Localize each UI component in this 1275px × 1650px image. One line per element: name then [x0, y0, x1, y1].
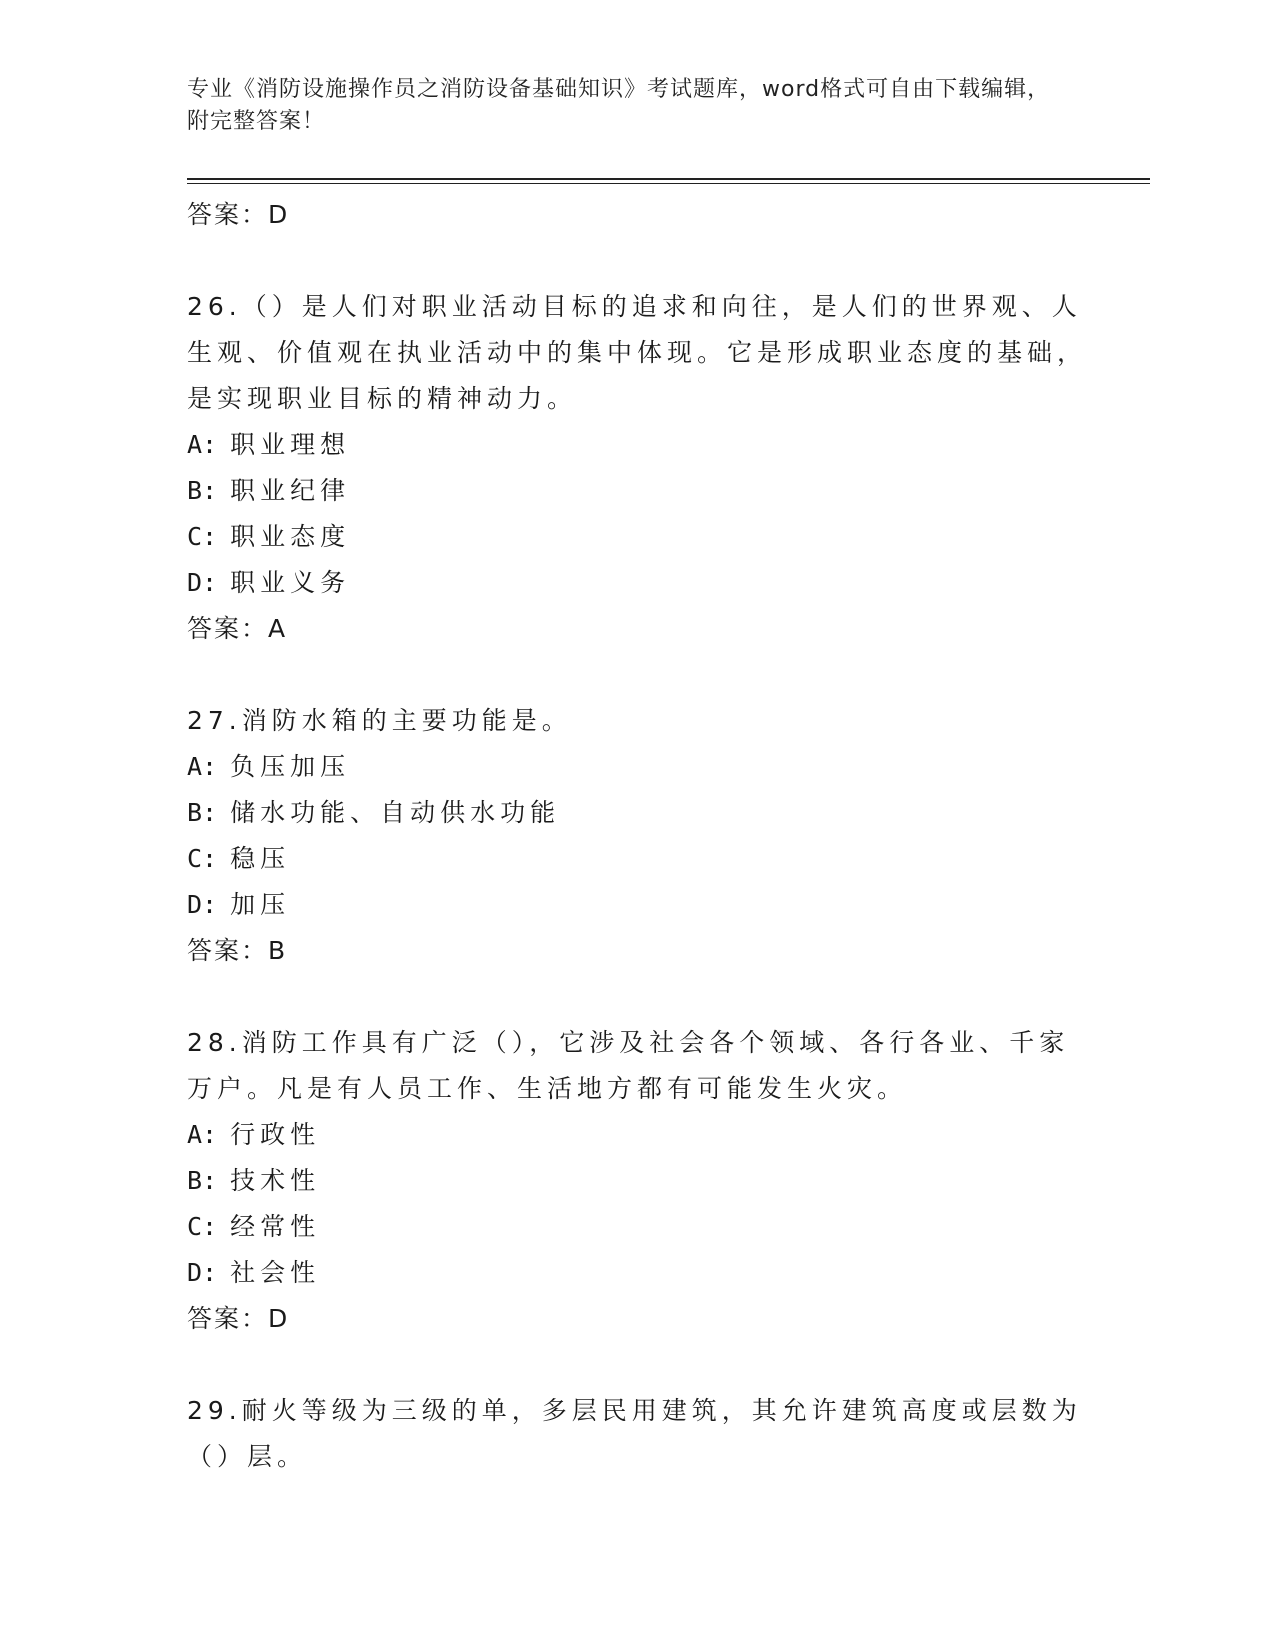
option-c: [187, 514, 1087, 560]
question-27: [187, 698, 1087, 974]
question-29: [187, 1388, 1087, 1480]
option-text: 职业理想: [230, 430, 351, 459]
option-letter: C:: [187, 844, 218, 873]
option-letter: B:: [187, 1166, 218, 1195]
option-letter: B:: [187, 798, 218, 827]
previous-answer: 答案：D: [187, 200, 290, 229]
header-text: 专业《消防设施操作员之消防设备基础知识》考试题库，word格式可自由下载编辑，附完整答案！: [187, 77, 1051, 134]
option-c: [187, 1204, 1087, 1250]
option-letter: D:: [187, 890, 218, 919]
option-b: [187, 790, 1087, 836]
option-b: [187, 1158, 1087, 1204]
option-text: 职业义务: [230, 568, 351, 597]
option-text: 稳压: [230, 844, 291, 873]
option-letter: D:: [187, 568, 218, 597]
question-28: [187, 1020, 1087, 1342]
question-26: [187, 284, 1087, 652]
option-d: [187, 882, 1087, 928]
option-text: 职业纪律: [230, 476, 351, 505]
answer: 答案：A: [187, 614, 288, 643]
option-text: 储水功能、自动供水功能: [230, 798, 561, 827]
option-d: [187, 1250, 1087, 1296]
option-a: [187, 1112, 1087, 1158]
option-text: 技术性: [230, 1166, 321, 1195]
question-text: 26.（）是人们对职业活动目标的追求和向往，是人们的世界观、人生观、价值观在执业活动中的集中体现。它是形成职业态度的基础，是实现职业目标的精神动力。: [187, 292, 1088, 413]
option-text: 社会性: [230, 1258, 321, 1287]
option-letter: C:: [187, 1212, 218, 1241]
answer: 答案：B: [187, 936, 288, 965]
option-letter: A:: [187, 430, 218, 459]
option-text: 加压: [230, 890, 291, 919]
question-text: 27.消防水箱的主要功能是。: [187, 706, 572, 735]
question-text: 29.耐火等级为三级的单，多层民用建筑，其允许建筑高度或层数为（）层。: [187, 1396, 1082, 1471]
option-a: [187, 744, 1087, 790]
option-d: [187, 560, 1087, 606]
option-text: 经常性: [230, 1212, 321, 1241]
document-header: [187, 74, 1067, 138]
option-letter: A:: [187, 1120, 218, 1149]
option-b: [187, 468, 1087, 514]
header-divider-thin: [187, 183, 1150, 184]
answer: 答案：D: [187, 1304, 290, 1333]
question-text: 28.消防工作具有广泛（），它涉及社会各个领域、各行各业、千家万户。凡是有人员工作、生活地方都有可能发生火灾。: [187, 1028, 1070, 1103]
option-text: 职业态度: [230, 522, 351, 551]
option-c: [187, 836, 1087, 882]
option-text: 负压加压: [230, 752, 351, 781]
option-text: 行政性: [230, 1120, 321, 1149]
option-letter: B:: [187, 476, 218, 505]
option-a: [187, 422, 1087, 468]
header-divider-thick: [187, 178, 1150, 180]
option-letter: A:: [187, 752, 218, 781]
option-letter: C:: [187, 522, 218, 551]
option-letter: D:: [187, 1258, 218, 1287]
document-body: [187, 192, 1087, 1480]
